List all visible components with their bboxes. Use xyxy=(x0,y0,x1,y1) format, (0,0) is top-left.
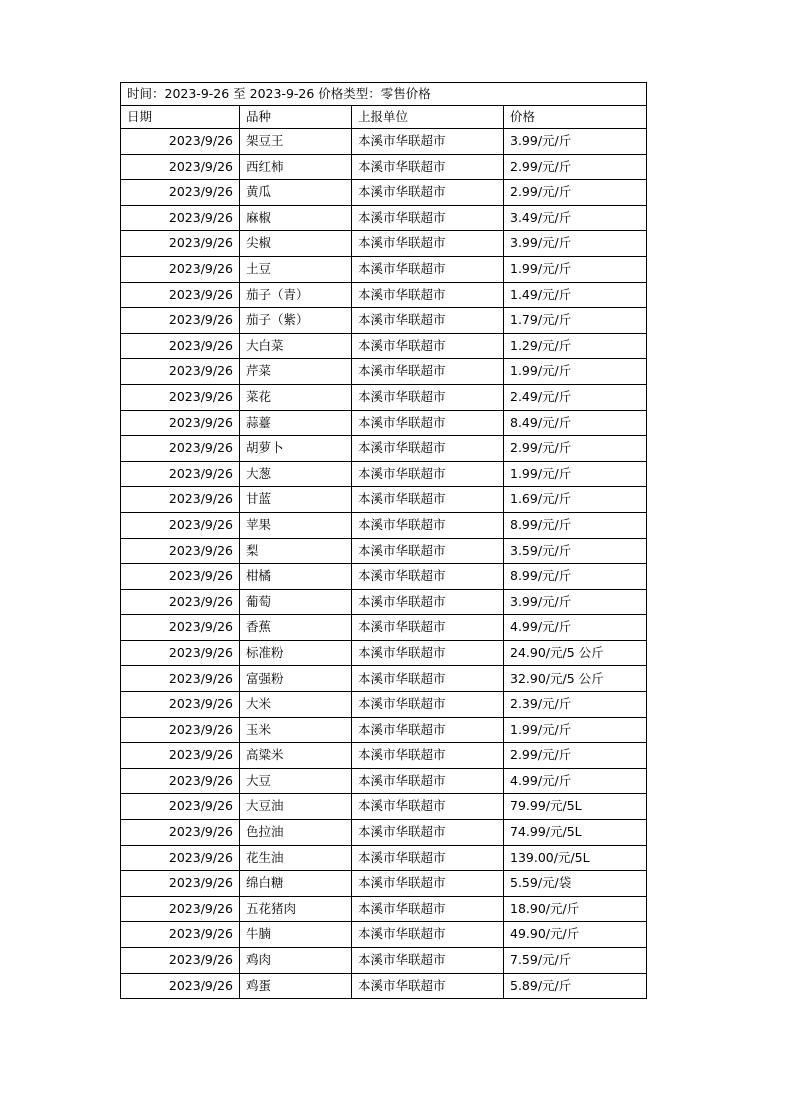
cell-date: 2023/9/26 xyxy=(121,896,240,922)
cell-unit: 本溪市华联超市 xyxy=(352,129,504,155)
table-row xyxy=(121,231,647,257)
cell-price: 2.99/元/斤 xyxy=(504,436,647,462)
cell-unit: 本溪市华联超市 xyxy=(352,538,504,564)
cell-date: 2023/9/26 xyxy=(121,538,240,564)
cell-date: 2023/9/26 xyxy=(121,461,240,487)
cell-item: 高粱米 xyxy=(240,743,352,769)
cell-price: 74.99/元/5L xyxy=(504,820,647,846)
cell-price: 2.99/元/斤 xyxy=(504,743,647,769)
cell-date: 2023/9/26 xyxy=(121,948,240,974)
cell-date: 2023/9/26 xyxy=(121,205,240,231)
cell-date: 2023/9/26 xyxy=(121,564,240,590)
price-table-body xyxy=(121,83,647,999)
cell-price: 8.99/元/斤 xyxy=(504,512,647,538)
price-sheet xyxy=(120,82,646,999)
cell-price: 3.99/元/斤 xyxy=(504,129,647,155)
cell-unit: 本溪市华联超市 xyxy=(352,640,504,666)
cell-item: 芹菜 xyxy=(240,359,352,385)
cell-item: 大豆 xyxy=(240,768,352,794)
cell-price: 139.00/元/5L xyxy=(504,845,647,871)
table-row xyxy=(121,256,647,282)
cell-unit: 本溪市华联超市 xyxy=(352,820,504,846)
cell-unit: 本溪市华联超市 xyxy=(352,180,504,206)
table-row xyxy=(121,845,647,871)
cell-date: 2023/9/26 xyxy=(121,154,240,180)
cell-item: 茄子（紫） xyxy=(240,308,352,334)
cell-item: 花生油 xyxy=(240,845,352,871)
cell-date: 2023/9/26 xyxy=(121,794,240,820)
table-row xyxy=(121,973,647,999)
table-row xyxy=(121,436,647,462)
cell-price: 8.49/元/斤 xyxy=(504,410,647,436)
cell-price: 2.99/元/斤 xyxy=(504,154,647,180)
cell-date: 2023/9/26 xyxy=(121,359,240,385)
cell-unit: 本溪市华联超市 xyxy=(352,973,504,999)
cell-price: 3.59/元/斤 xyxy=(504,538,647,564)
cell-unit: 本溪市华联超市 xyxy=(352,231,504,257)
cell-unit: 本溪市华联超市 xyxy=(352,692,504,718)
table-row xyxy=(121,794,647,820)
cell-date: 2023/9/26 xyxy=(121,129,240,155)
cell-unit: 本溪市华联超市 xyxy=(352,615,504,641)
cell-item: 黄瓜 xyxy=(240,180,352,206)
cell-price: 79.99/元/5L xyxy=(504,794,647,820)
cell-item: 大葱 xyxy=(240,461,352,487)
column-header-item: 品种 xyxy=(240,106,352,129)
cell-unit: 本溪市华联超市 xyxy=(352,282,504,308)
cell-item: 苹果 xyxy=(240,512,352,538)
cell-unit: 本溪市华联超市 xyxy=(352,666,504,692)
cell-item: 葡萄 xyxy=(240,589,352,615)
cell-unit: 本溪市华联超市 xyxy=(352,308,504,334)
cell-item: 柑橘 xyxy=(240,564,352,590)
cell-unit: 本溪市华联超市 xyxy=(352,436,504,462)
cell-unit: 本溪市华联超市 xyxy=(352,384,504,410)
cell-price: 2.99/元/斤 xyxy=(504,180,647,206)
cell-date: 2023/9/26 xyxy=(121,487,240,513)
cell-date: 2023/9/26 xyxy=(121,282,240,308)
cell-item: 蒜薹 xyxy=(240,410,352,436)
cell-price: 4.99/元/斤 xyxy=(504,615,647,641)
table-row xyxy=(121,359,647,385)
header-row xyxy=(121,106,647,129)
cell-unit: 本溪市华联超市 xyxy=(352,512,504,538)
cell-date: 2023/9/26 xyxy=(121,512,240,538)
cell-item: 五花猪肉 xyxy=(240,896,352,922)
cell-item: 大米 xyxy=(240,692,352,718)
cell-date: 2023/9/26 xyxy=(121,308,240,334)
cell-unit: 本溪市华联超市 xyxy=(352,794,504,820)
table-row xyxy=(121,538,647,564)
cell-unit: 本溪市华联超市 xyxy=(352,564,504,590)
cell-date: 2023/9/26 xyxy=(121,692,240,718)
cell-price: 3.49/元/斤 xyxy=(504,205,647,231)
cell-date: 2023/9/26 xyxy=(121,410,240,436)
cell-price: 2.39/元/斤 xyxy=(504,692,647,718)
cell-date: 2023/9/26 xyxy=(121,973,240,999)
column-header-date: 日期 xyxy=(121,106,240,129)
table-row xyxy=(121,692,647,718)
cell-item: 甘蓝 xyxy=(240,487,352,513)
table-row xyxy=(121,896,647,922)
table-row xyxy=(121,871,647,897)
cell-date: 2023/9/26 xyxy=(121,615,240,641)
cell-date: 2023/9/26 xyxy=(121,231,240,257)
table-row xyxy=(121,461,647,487)
cell-date: 2023/9/26 xyxy=(121,333,240,359)
table-row xyxy=(121,512,647,538)
cell-item: 富强粉 xyxy=(240,666,352,692)
table-row xyxy=(121,180,647,206)
cell-price: 3.99/元/斤 xyxy=(504,231,647,257)
table-row xyxy=(121,820,647,846)
cell-date: 2023/9/26 xyxy=(121,384,240,410)
cell-date: 2023/9/26 xyxy=(121,820,240,846)
cell-price: 5.59/元/袋 xyxy=(504,871,647,897)
cell-item: 架豆王 xyxy=(240,129,352,155)
cell-item: 鸡肉 xyxy=(240,948,352,974)
cell-item: 鸡蛋 xyxy=(240,973,352,999)
table-row xyxy=(121,768,647,794)
table-row xyxy=(121,333,647,359)
table-row xyxy=(121,564,647,590)
cell-unit: 本溪市华联超市 xyxy=(352,205,504,231)
cell-price: 1.29/元/斤 xyxy=(504,333,647,359)
table-row xyxy=(121,282,647,308)
cell-unit: 本溪市华联超市 xyxy=(352,922,504,948)
cell-unit: 本溪市华联超市 xyxy=(352,487,504,513)
column-header-price: 价格 xyxy=(504,106,647,129)
table-row xyxy=(121,410,647,436)
cell-item: 牛腩 xyxy=(240,922,352,948)
cell-unit: 本溪市华联超市 xyxy=(352,896,504,922)
cell-unit: 本溪市华联超市 xyxy=(352,359,504,385)
cell-item: 玉米 xyxy=(240,717,352,743)
cell-item: 大豆油 xyxy=(240,794,352,820)
table-row xyxy=(121,129,647,155)
cell-price: 1.99/元/斤 xyxy=(504,359,647,385)
cell-unit: 本溪市华联超市 xyxy=(352,743,504,769)
cell-item: 尖椒 xyxy=(240,231,352,257)
cell-date: 2023/9/26 xyxy=(121,743,240,769)
table-row xyxy=(121,743,647,769)
table-row xyxy=(121,666,647,692)
cell-item: 茄子（青） xyxy=(240,282,352,308)
cell-date: 2023/9/26 xyxy=(121,640,240,666)
cell-item: 麻椒 xyxy=(240,205,352,231)
table-row xyxy=(121,717,647,743)
cell-unit: 本溪市华联超市 xyxy=(352,845,504,871)
cell-date: 2023/9/26 xyxy=(121,589,240,615)
cell-price: 49.90/元/斤 xyxy=(504,922,647,948)
cell-date: 2023/9/26 xyxy=(121,871,240,897)
table-row xyxy=(121,922,647,948)
cell-item: 色拉油 xyxy=(240,820,352,846)
cell-price: 7.59/元/斤 xyxy=(504,948,647,974)
cell-item: 大白菜 xyxy=(240,333,352,359)
cell-item: 绵白糖 xyxy=(240,871,352,897)
sheet-title: 时间：2023-9-26 至 2023-9-26 价格类型：零售价格 xyxy=(121,83,647,106)
cell-date: 2023/9/26 xyxy=(121,845,240,871)
table-row xyxy=(121,205,647,231)
cell-item: 标准粉 xyxy=(240,640,352,666)
table-row xyxy=(121,154,647,180)
cell-unit: 本溪市华联超市 xyxy=(352,410,504,436)
cell-unit: 本溪市华联超市 xyxy=(352,768,504,794)
cell-item: 土豆 xyxy=(240,256,352,282)
cell-item: 西红柿 xyxy=(240,154,352,180)
cell-price: 18.90/元/斤 xyxy=(504,896,647,922)
table-row xyxy=(121,487,647,513)
table-row xyxy=(121,308,647,334)
cell-item: 香蕉 xyxy=(240,615,352,641)
title-row xyxy=(121,83,647,106)
cell-date: 2023/9/26 xyxy=(121,436,240,462)
cell-date: 2023/9/26 xyxy=(121,666,240,692)
cell-price: 1.69/元/斤 xyxy=(504,487,647,513)
cell-unit: 本溪市华联超市 xyxy=(352,333,504,359)
cell-price: 1.99/元/斤 xyxy=(504,256,647,282)
cell-date: 2023/9/26 xyxy=(121,768,240,794)
column-header-unit: 上报单位 xyxy=(352,106,504,129)
cell-price: 1.99/元/斤 xyxy=(504,461,647,487)
cell-price: 4.99/元/斤 xyxy=(504,768,647,794)
cell-price: 5.89/元/斤 xyxy=(504,973,647,999)
table-row xyxy=(121,384,647,410)
table-row xyxy=(121,589,647,615)
table-row xyxy=(121,615,647,641)
cell-price: 1.99/元/斤 xyxy=(504,717,647,743)
cell-date: 2023/9/26 xyxy=(121,256,240,282)
cell-unit: 本溪市华联超市 xyxy=(352,589,504,615)
cell-item: 梨 xyxy=(240,538,352,564)
cell-price: 24.90/元/5 公斤 xyxy=(504,640,647,666)
cell-unit: 本溪市华联超市 xyxy=(352,461,504,487)
cell-unit: 本溪市华联超市 xyxy=(352,871,504,897)
cell-price: 8.99/元/斤 xyxy=(504,564,647,590)
table-row xyxy=(121,640,647,666)
cell-item: 菜花 xyxy=(240,384,352,410)
cell-unit: 本溪市华联超市 xyxy=(352,717,504,743)
table-row xyxy=(121,948,647,974)
cell-unit: 本溪市华联超市 xyxy=(352,256,504,282)
cell-price: 32.90/元/5 公斤 xyxy=(504,666,647,692)
cell-price: 1.79/元/斤 xyxy=(504,308,647,334)
cell-date: 2023/9/26 xyxy=(121,717,240,743)
cell-price: 3.99/元/斤 xyxy=(504,589,647,615)
cell-unit: 本溪市华联超市 xyxy=(352,154,504,180)
price-table xyxy=(120,82,647,999)
cell-unit: 本溪市华联超市 xyxy=(352,948,504,974)
cell-item: 胡萝卜 xyxy=(240,436,352,462)
cell-date: 2023/9/26 xyxy=(121,180,240,206)
cell-price: 2.49/元/斤 xyxy=(504,384,647,410)
cell-price: 1.49/元/斤 xyxy=(504,282,647,308)
cell-date: 2023/9/26 xyxy=(121,922,240,948)
